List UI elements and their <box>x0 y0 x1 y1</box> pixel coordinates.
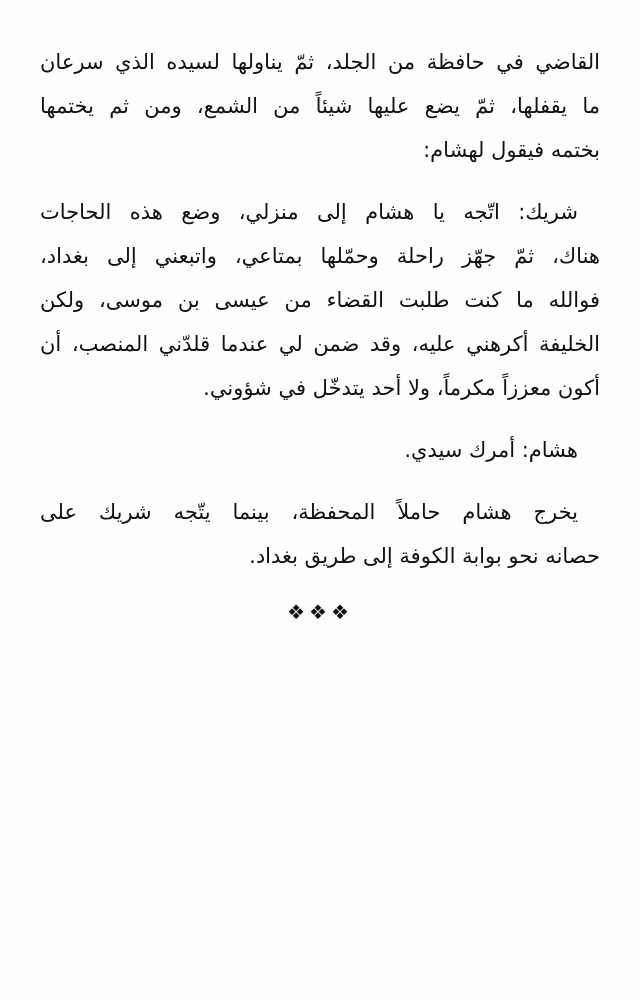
text-line: هشام: أمرك سيدي. <box>404 438 578 462</box>
section-divider-ornament: ❖❖❖ <box>287 600 353 624</box>
text-line: ما يقفلها، ثمّ يضع عليها شيئاً من الشمع، ومن ثم يختمها <box>40 94 600 118</box>
paragraph-1 <box>40 40 600 172</box>
text-line: فوالله ما كنت طلبت القضاء من عيسى بن موسى، ولكن <box>40 288 600 312</box>
paragraph-4 <box>40 490 600 578</box>
paragraph-2 <box>40 190 600 410</box>
text-line: حصانه نحو بوابة الكوفة إلى طريق بغداد. <box>249 544 600 568</box>
text-line: القاضي في حافظة من الجلد، ثمّ يناولها لسيده الذي سرعان <box>40 50 600 74</box>
text-line: شريك: اتّجه يا هشام إلى منزلي، وضع هذه الحاجات <box>40 200 578 224</box>
text-line: بختمه فيقول لهشام: <box>423 138 600 162</box>
text-line: هناك، ثمّ جهّز راحلة وحمّلها بمتاعي، واتبعني إلى بغداد، <box>40 244 600 268</box>
text-line: الخليفة أكرهني عليه، وقد ضمن لي عندما قلدّني المنصب، أن <box>40 332 600 356</box>
text-line: يخرج هشام حاملاً المحفظة، بينما يتّجه شريك على <box>40 500 578 524</box>
text-line: أكون معززاً مكرماً، ولا أحد يتدخّل في شؤوني. <box>203 376 600 400</box>
paragraph-3 <box>40 428 600 472</box>
